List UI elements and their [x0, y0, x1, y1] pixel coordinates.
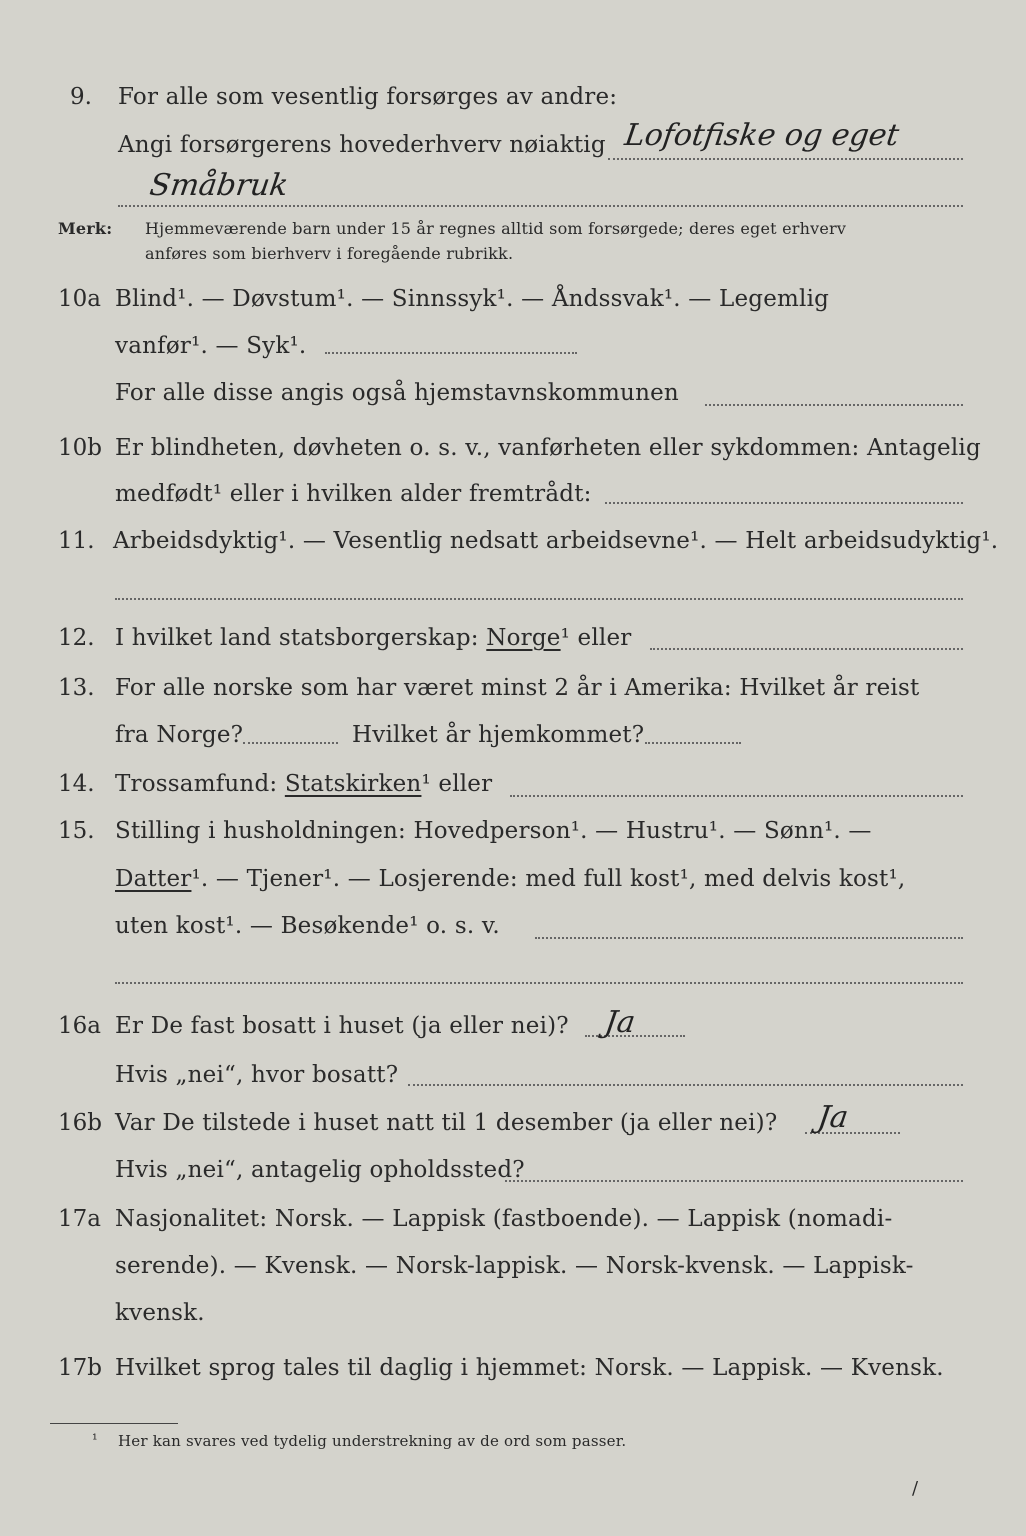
q17a-number: 17a [58, 1206, 101, 1232]
corner-pen-mark-icon: / [912, 1478, 919, 1499]
q17b-line1: Hvilket sprog tales til daglig i hjemmet: Norsk. — Lappisk. — Kvensk. [115, 1355, 944, 1381]
q9-line2: Angi forsørgerens hovederhverv nøiaktig [118, 132, 606, 158]
q9-number: 9. [70, 84, 92, 110]
q15-answer-line[interactable] [535, 937, 963, 939]
q10a-hjemstavn-line[interactable] [705, 404, 963, 406]
merk-line1: Hjemmeværende barn under 15 år regnes alltid som forsørgede; deres eget erhverv [145, 219, 847, 238]
q16a-bosatt-line[interactable] [408, 1084, 963, 1086]
q10a-line1: Blind¹. — Døvstum¹. — Sinnssyk¹. — Åndssvak¹. — Legemlig [115, 286, 830, 312]
q16a-handwritten-answer: Ja [602, 1005, 638, 1040]
q15-line1: Stilling i husholdningen: Hovedperson¹. — Hustru¹. — Sønn¹. — [115, 818, 872, 844]
q9-answer-line-2[interactable] [118, 205, 963, 207]
q14-text: Trossamfund: [115, 771, 278, 797]
q14-number: 14. [58, 771, 95, 797]
q12-number: 12. [58, 625, 95, 651]
q9-line1: For alle som vesentlig forsørges av andre: [118, 84, 618, 110]
q16a-line1: Er De fast bosatt i huset (ja eller nei)? [115, 1013, 569, 1039]
q16b-line2: Hvis „nei“, antagelig opholdssted? [115, 1157, 525, 1183]
q13-number: 13. [58, 675, 95, 701]
q15-underlined-datter: Datter [115, 866, 192, 892]
q13-reist-line[interactable] [243, 742, 338, 744]
q13-hjemkommet-line[interactable] [645, 742, 741, 744]
q10a-number: 10a [58, 286, 101, 312]
q14-post: ¹ eller [421, 771, 493, 797]
q17b-number: 17b [58, 1355, 102, 1381]
q10a-line3: For alle disse angis også hjemstavnskommunen [115, 380, 679, 406]
q16a-line2: Hvis „nei“, hvor bosatt? [115, 1062, 399, 1088]
q10b-number: 10b [58, 435, 102, 461]
q17a-line3: kvensk. [115, 1300, 205, 1326]
q12-line [115, 625, 631, 651]
merk-line2: anføres som bierhverv i foregående rubrikk. [145, 244, 514, 263]
footnote-separator [50, 1423, 178, 1424]
q13-line2a: fra Norge? [115, 722, 244, 748]
q15-answer-line-2[interactable] [115, 982, 963, 984]
q14-underlined-statskirken: Statskirken [284, 771, 422, 797]
q12-text: I hvilket land statsborgerskap: [115, 625, 479, 651]
q9-handwritten-answer-2: Småbruk [147, 168, 291, 203]
q15-line2-rest: ¹. — Tjener¹. — Losjerende: med full kost¹, med delvis kost¹, [191, 866, 906, 892]
q12-answer-line[interactable] [650, 648, 963, 650]
q17a-line2: serende). — Kvensk. — Norsk-lappisk. — Norsk-kvensk. — Lappisk- [115, 1253, 914, 1279]
q12-post: ¹ eller [560, 625, 632, 651]
q11-answer-line[interactable] [115, 598, 963, 600]
q9-answer-line[interactable] [608, 158, 963, 160]
q16b-number: 16b [58, 1110, 102, 1136]
footnote-text: Her kan svares ved tydelig understrekning av de ord som passer. [118, 1432, 627, 1450]
q15-line3: uten kost¹. — Besøkende¹ o. s. v. [115, 913, 500, 939]
q16b-line1: Var De tilstede i huset natt til 1 desember (ja eller nei)? [115, 1110, 778, 1136]
q16a-answer-line[interactable] [585, 1035, 685, 1037]
q10b-line2: medfødt¹ eller i hvilken alder fremtrådt: [115, 481, 592, 507]
q13-line1: For alle norske som har været minst 2 år i Amerika: Hvilket år reist [115, 675, 920, 701]
q16a-number: 16a [58, 1013, 101, 1039]
q16b-handwritten-answer: Ja [815, 1100, 851, 1135]
q14-answer-line[interactable] [510, 795, 963, 797]
q9-handwritten-answer-1: Lofotfiske og eget [622, 118, 902, 153]
q15-line2 [115, 866, 905, 892]
footnote-mark: ¹ [92, 1432, 98, 1448]
q10b-answer-line[interactable] [605, 502, 963, 504]
q17a-line1: Nasjonalitet: Norsk. — Lappisk (fastboende). — Lappisk (nomadi- [115, 1206, 893, 1232]
q11-number: 11. [58, 528, 95, 554]
q10a-syk-line[interactable] [325, 352, 577, 354]
q13-line2b: Hvilket år hjemkommet? [352, 722, 645, 748]
q10b-line1: Er blindheten, døvheten o. s. v., vanførheten eller sykdommen: Antagelig [115, 435, 981, 461]
merk-label: Merk: [58, 219, 113, 238]
q11-line1: Arbeidsdyktig¹. — Vesentlig nedsatt arbeidsevne¹. — Helt arbeidsudyktig¹. [113, 528, 999, 554]
q14-line [115, 771, 492, 797]
q12-underlined-norge: Norge [486, 625, 561, 651]
q15-number: 15. [58, 818, 95, 844]
q10a-line2: vanfør¹. — Syk¹. [115, 333, 307, 359]
q16b-opholdssted-line[interactable] [505, 1180, 963, 1182]
